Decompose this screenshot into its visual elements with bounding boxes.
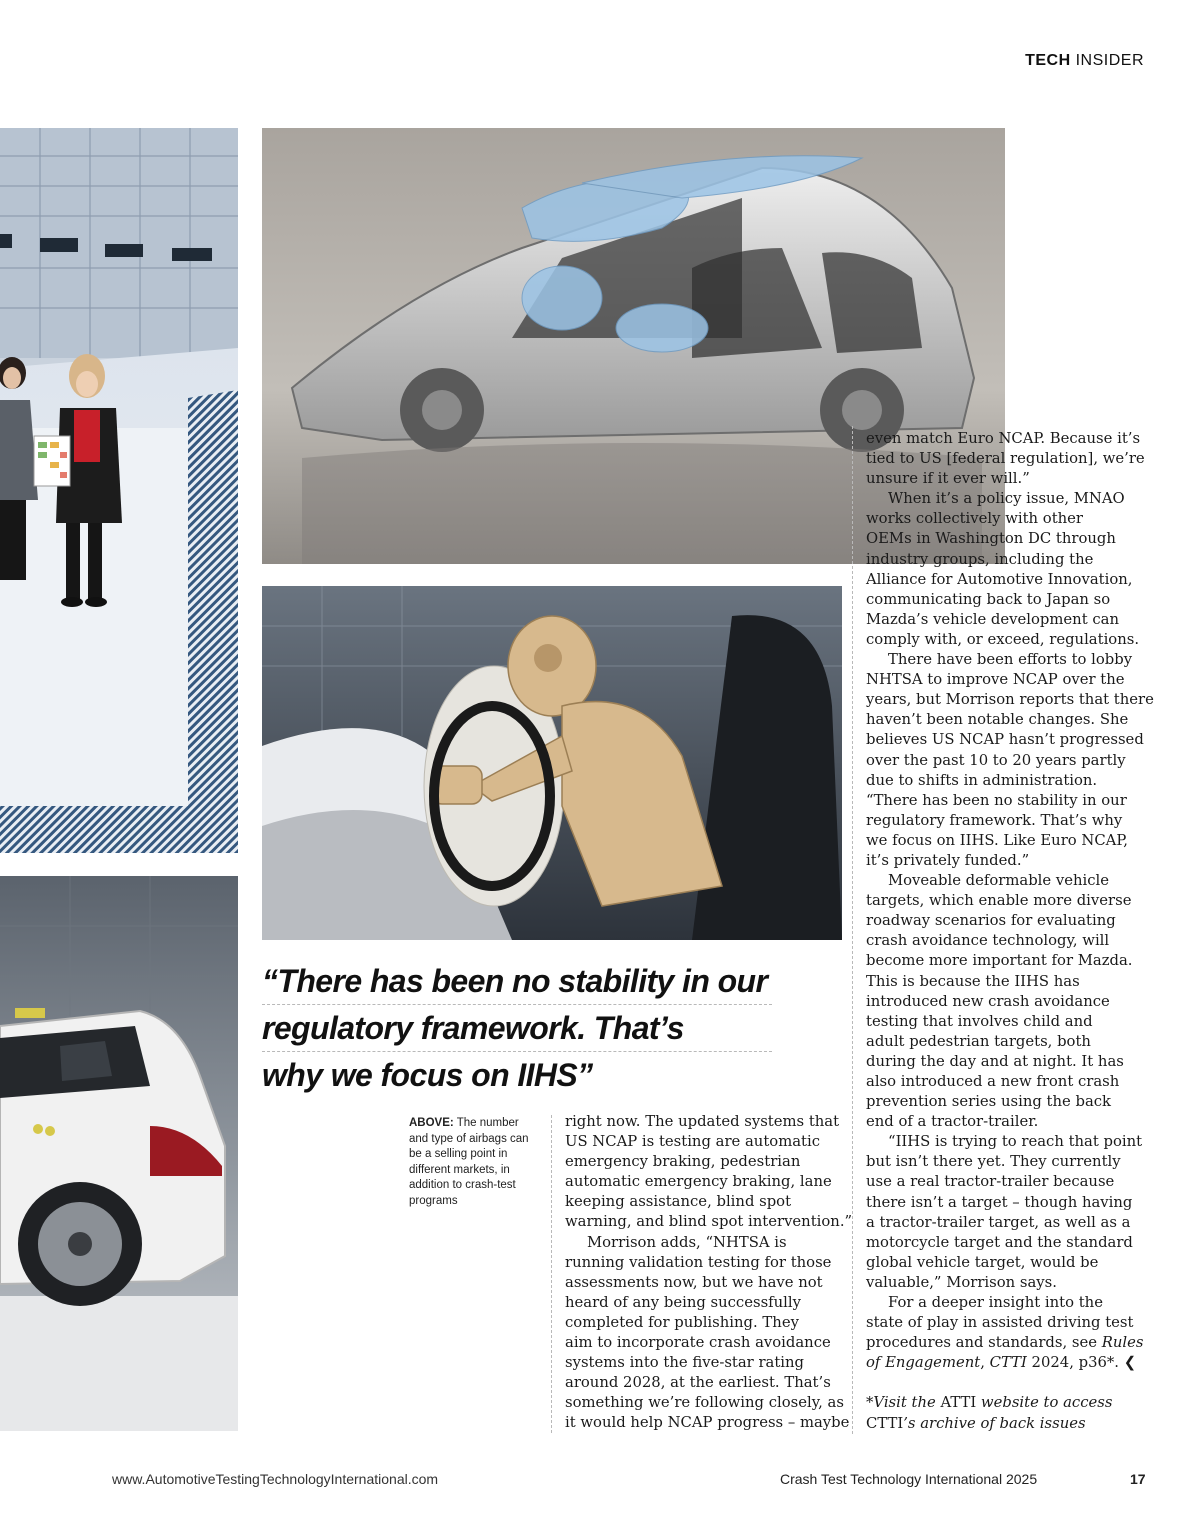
body-text: procedures and standards, see bbox=[866, 1334, 1102, 1352]
caption-lead: ABOVE: bbox=[409, 1117, 454, 1129]
footnote-text: ATTI bbox=[940, 1394, 977, 1412]
body-text: 2024, p36*. bbox=[1026, 1354, 1119, 1372]
closing-paragraph bbox=[866, 1293, 1148, 1373]
body-text-line: believes US NCAP hasn’t progressed bbox=[866, 731, 1144, 749]
body-text-line: years, but Morrison reports that there bbox=[866, 691, 1154, 709]
body-text-line: right now. The updated systems that bbox=[565, 1113, 840, 1130]
pull-quote bbox=[262, 958, 772, 1098]
body-column-right bbox=[866, 429, 1154, 1434]
body-text-line: even match Euro NCAP. Because it’s bbox=[866, 430, 1141, 447]
body-text-line: aim to incorporate crash avoidance bbox=[565, 1334, 831, 1352]
body-paragraph bbox=[565, 1233, 850, 1434]
body-text-line: it’s privately funded.” bbox=[866, 851, 1030, 869]
body-column-middle bbox=[565, 1112, 853, 1434]
pull-quote-line: why we focus on IIHS” bbox=[262, 1057, 593, 1093]
body-text-line: roadway scenarios for evaluating bbox=[866, 912, 1116, 930]
body-text-line: Moveable deformable vehicle bbox=[888, 872, 1110, 890]
body-text-line: OEMs in Washington DC through bbox=[866, 530, 1116, 548]
column-divider bbox=[551, 1115, 552, 1433]
reference-magazine: CTTI bbox=[989, 1354, 1027, 1372]
footnote-line bbox=[866, 1414, 1148, 1434]
footnote-text: ’s archive of back issues bbox=[903, 1414, 1086, 1432]
reference-title: Rules bbox=[1101, 1334, 1144, 1352]
body-text-line: due to shifts in administration. bbox=[866, 771, 1098, 789]
body-text-line: systems into the five-star rating bbox=[565, 1354, 805, 1372]
body-paragraph bbox=[866, 489, 1148, 650]
body-text: , bbox=[980, 1354, 990, 1372]
body-text-line: unsure if it ever will.” bbox=[866, 470, 1030, 488]
body-text-line: There have been efforts to lobby bbox=[888, 651, 1133, 669]
body-text-line: Mazda’s vehicle development can bbox=[866, 610, 1119, 628]
pull-quote-line: regulatory framework. That’s bbox=[262, 1005, 772, 1052]
body-text-line bbox=[866, 1353, 1148, 1373]
body-text-line: become more important for Mazda. bbox=[866, 952, 1133, 970]
body-text-line: running validation testing for those bbox=[565, 1253, 832, 1271]
body-paragraph bbox=[866, 1132, 1148, 1293]
body-text-line: around 2028, at the earliest. That’s bbox=[565, 1374, 831, 1392]
body-text-line: end of a tractor-trailer. bbox=[866, 1113, 1039, 1131]
column-divider bbox=[852, 426, 853, 1434]
section-label bbox=[1025, 52, 1144, 70]
body-text-line: but isn’t there yet. They currently bbox=[866, 1153, 1121, 1171]
footer-publication: Crash Test Technology International 2025 bbox=[780, 1471, 1038, 1487]
body-text-line: state of play in assisted driving test bbox=[866, 1314, 1134, 1332]
body-text-line: When it’s a policy issue, MNAO bbox=[888, 490, 1125, 508]
body-text-line: US NCAP is testing are automatic bbox=[565, 1133, 821, 1151]
footnote-line bbox=[866, 1393, 1148, 1413]
body-text-line: Alliance for Automotive Innovation, bbox=[866, 570, 1133, 588]
body-text-line: tied to US [federal regulation], we’re bbox=[866, 450, 1145, 468]
footnote-text: CTTI bbox=[866, 1414, 904, 1432]
body-text-line: we focus on IIHS. Like Euro NCAP, bbox=[866, 831, 1128, 849]
body-text-line: Morrison adds, “NHTSA is bbox=[587, 1233, 787, 1251]
body-text-line: prevention series using the back bbox=[866, 1093, 1112, 1111]
body-text-line: something we’re following closely, as bbox=[565, 1394, 844, 1412]
body-text-line: motorcycle target and the standard bbox=[866, 1233, 1133, 1251]
body-text-line: testing that involves child and bbox=[866, 1012, 1093, 1030]
photo-caption bbox=[409, 1116, 534, 1209]
body-text-line: introduced new crash avoidance bbox=[866, 992, 1110, 1010]
body-text-line: a tractor-trailer target, as well as a bbox=[866, 1213, 1131, 1231]
body-text-line: targets, which enable more diverse bbox=[866, 892, 1132, 910]
body-text-line: over the past 10 to 20 years partly bbox=[866, 751, 1126, 769]
body-text-line: emergency braking, pedestrian bbox=[565, 1153, 801, 1171]
body-text-line: adult pedestrian targets, both bbox=[866, 1032, 1091, 1050]
crash-hall-photo bbox=[0, 128, 238, 853]
body-text-line: “There has been no stability in our bbox=[866, 791, 1127, 809]
white-suv-photo bbox=[0, 876, 238, 1431]
body-text-line: during the day and at night. It has bbox=[866, 1052, 1124, 1070]
body-paragraph bbox=[866, 429, 1148, 489]
body-text-line: haven’t been notable changes. She bbox=[866, 711, 1129, 729]
footnote-text: *Visit the bbox=[866, 1394, 941, 1412]
section-label-rest: INSIDER bbox=[1070, 52, 1144, 69]
body-text-line: For a deeper insight into the bbox=[888, 1294, 1103, 1312]
end-of-article-icon: ❮ bbox=[1123, 1354, 1137, 1372]
reference-title: of Engagement bbox=[866, 1354, 981, 1372]
body-text-line: completed for publishing. They bbox=[565, 1313, 799, 1331]
body-text-line: works collectively with other bbox=[866, 510, 1083, 528]
body-text-line: NHTSA to improve NCAP over the bbox=[866, 671, 1125, 689]
body-text-line: crash avoidance technology, will bbox=[866, 932, 1110, 950]
body-text-line: use a real tractor-trailer because bbox=[866, 1173, 1115, 1191]
body-text-line bbox=[866, 1333, 1148, 1353]
crash-dummy-airbag-photo bbox=[262, 586, 842, 940]
body-text-line: assessments now, but we have not bbox=[565, 1273, 823, 1291]
body-text-line: This is because the IIHS has bbox=[866, 972, 1080, 990]
pull-quote-line: “There has been no stability in our bbox=[262, 958, 772, 1005]
body-paragraph bbox=[565, 1112, 853, 1233]
body-text-line: regulatory framework. That’s why bbox=[866, 811, 1123, 829]
section-label-bold: TECH bbox=[1025, 52, 1071, 69]
body-text-line: global vehicle target, would be bbox=[866, 1253, 1099, 1271]
body-paragraph bbox=[866, 650, 1154, 871]
body-text-line: automatic emergency braking, lane bbox=[565, 1173, 832, 1191]
body-paragraph bbox=[866, 871, 1148, 1132]
footer-website: www.AutomotiveTestingTechnologyInternational.com bbox=[112, 1471, 439, 1487]
body-text-line: warning, and blind spot intervention.” bbox=[565, 1213, 853, 1231]
body-text-line: keeping assistance, blind spot bbox=[565, 1193, 792, 1211]
page-number: 17 bbox=[1130, 1471, 1146, 1487]
footnote-text: website to access bbox=[976, 1394, 1113, 1412]
body-text-line: heard of any being successfully bbox=[565, 1293, 801, 1311]
body-text-line: communicating back to Japan so bbox=[866, 590, 1111, 608]
body-text-line: valuable,” Morrison says. bbox=[866, 1273, 1057, 1291]
body-text-line: “IIHS is trying to reach that point bbox=[888, 1133, 1143, 1151]
caption-text: The number and type of airbags can be a selling point in different markets, in addition to crash-test programs bbox=[409, 1117, 529, 1207]
body-text-line: also introduced a new front crash bbox=[866, 1073, 1120, 1090]
body-text-line: industry groups, including the bbox=[866, 550, 1094, 568]
footnote bbox=[866, 1393, 1148, 1433]
body-text-line: it would help NCAP progress – maybe bbox=[565, 1414, 850, 1432]
body-text-line: comply with, or exceed, regulations. bbox=[866, 630, 1140, 648]
body-text-line: there isn’t a target – though having bbox=[866, 1193, 1133, 1211]
